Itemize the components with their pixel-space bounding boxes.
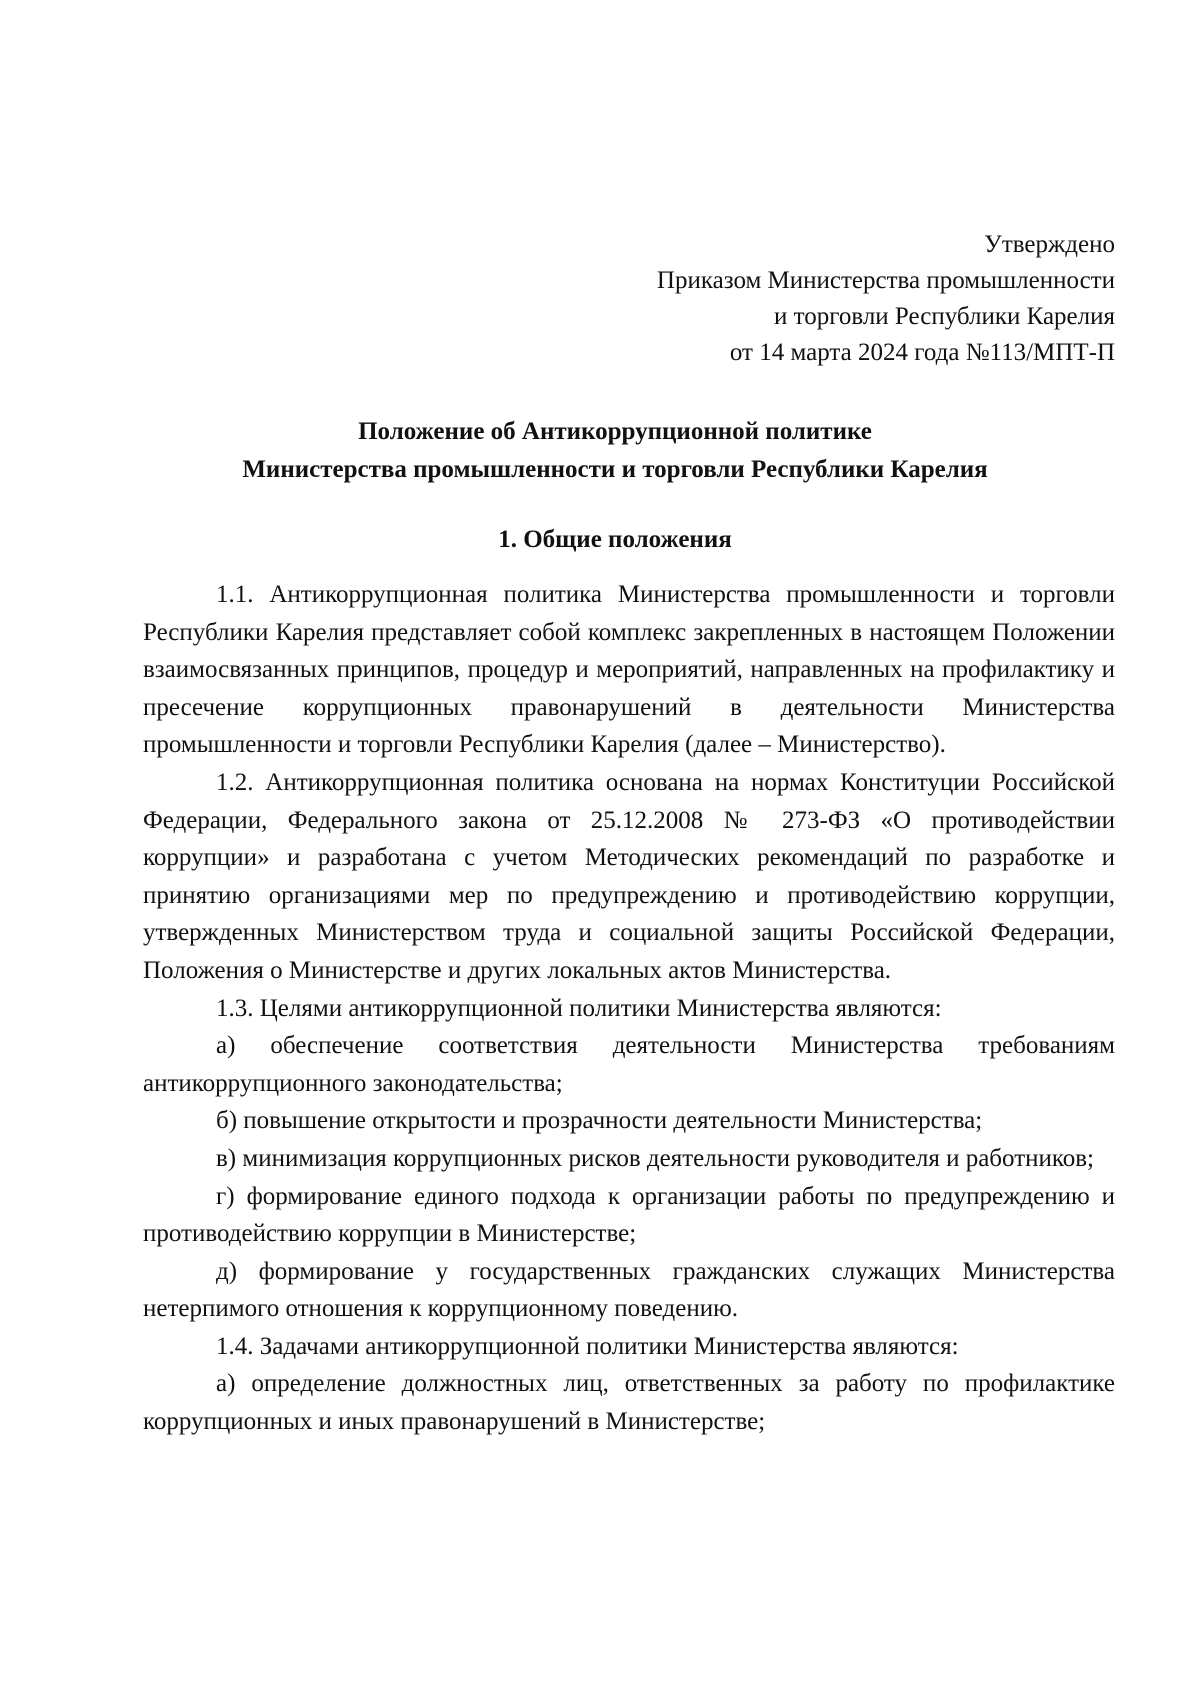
approval-line-order: Приказом Министерства промышленности xyxy=(656,267,1115,294)
document-title-line-1: Положение об Антикоррупционной политике xyxy=(358,418,872,445)
section-heading: 1. Общие положения xyxy=(498,526,732,553)
paragraph-1-3-b: б) повышение открытости и прозрачности деятельности Министерства; xyxy=(216,1107,983,1135)
document-body xyxy=(143,576,1115,1441)
document-title-line-2: Министерства промышленности и торговли Республики Карелия xyxy=(242,456,988,483)
paragraph-1-3-v: в) минимизация коррупционных рисков деятельности руководителя и работников; xyxy=(216,1144,1095,1172)
paragraph-1-3-a: а) обеспечение соответствия деятельности Министерства требованиям антикоррупционного законодательства; xyxy=(143,1032,1115,1097)
paragraph-1-4: 1.4. Задачами антикоррупционной политики Министерства являются: xyxy=(216,1332,959,1360)
approval-line-ministry: и торговли Республики Карелия xyxy=(774,303,1115,330)
paragraph-1-3-d: д) формирование у государственных гражданских служащих Министерства нетерпимого отношения к коррупционному поведению. xyxy=(143,1257,1115,1323)
paragraph-1-3-g: г) формирование единого подхода к организации работы по предупреждению и противодействию коррупции в Министерстве; xyxy=(143,1182,1115,1248)
approval-line-date-number: от 14 марта 2024 года №113/МПТ-П xyxy=(729,339,1115,366)
approval-block xyxy=(415,227,1115,371)
paragraph-1-1: 1.1. Антикоррупционная политика Министерства промышленности и торговли Республики Карелия представляет собой комплекс закрепленных в настоящем Положении взаимосвязанных принципов, процедур и мероприятий, направленных на профилактику и пресечение коррупционных правонарушений в деятельности Министерства промышленности и торговли Республики Карелия (далее – Министерство). xyxy=(143,581,1115,759)
document-title xyxy=(120,413,1110,489)
paragraph-1-4-a: а) определение должностных лиц, ответственных за работу по профилактике коррупционных и иных правонарушений в Министерстве; xyxy=(143,1370,1115,1436)
paragraph-1-2: 1.2. Антикоррупционная политика основана на нормах Конституции Российской Федерации, Федерального закона от 25.12.2008 № 273-ФЗ «О противодействии коррупции» и разработана с учетом Методических рекомендаций по разработке и принятию организациями мер по предупреждению и противодействию коррупции, утвержденных Министерством труда и социальной защиты Российской Федерации, Положения о Министерстве и других локальных актов Министерства. xyxy=(143,768,1115,984)
paragraph-1-3: 1.3. Целями антикоррупционной политики Министерства являются: xyxy=(216,994,942,1022)
approval-line-approved: Утверждено xyxy=(984,231,1115,258)
